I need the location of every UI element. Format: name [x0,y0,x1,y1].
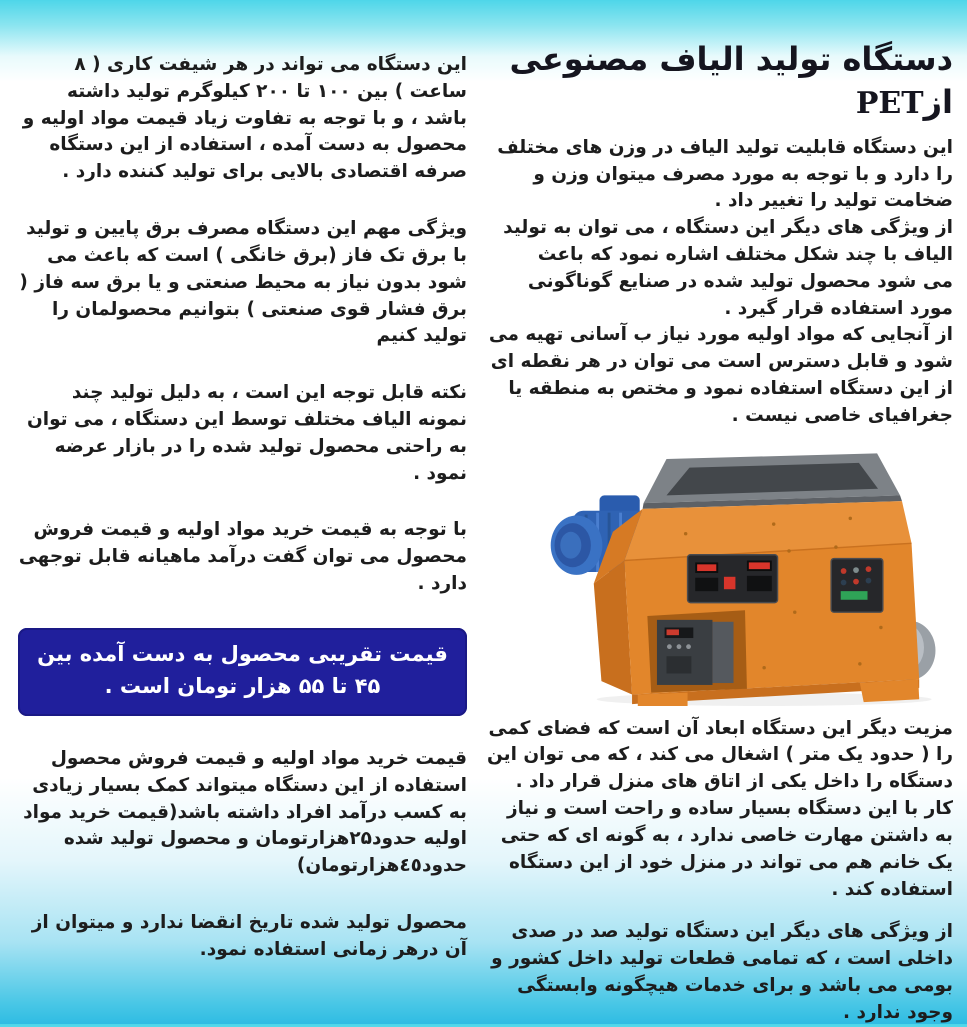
machine-illustration [537,438,953,706]
control-panel-vfd [831,558,883,612]
left-column [18,10,467,1024]
fiber-variety-paragraph: نکته قابل توجه این است ، به دلیل تولید چند نمونه الیاف مختلف توسط این دستگاه ، می توان به راحتی محصول تولید شده را در بازار عرضه نمود . [26,382,467,484]
intro-paragraph-4: از آنجایی که مواد اولیه مورد نیاز ب آسانی تهیه می شود و قابل دسترس است می توان در هر نقطه ای از این دستگاه استفاده نمود و مختص به منطقه یا جغرافیای خاصی نیست . [488,324,953,426]
machine-photo [537,438,953,706]
domestic-production-paragraph: از ویژگی های دیگر این دستگاه تولید صد در صدی داخلی است ، که تمامی قطعات تولید داخل کشور و بومی می باشد و برای خدمات هیچگونه وابستگی وجود ندارد . [491,921,953,1023]
page-title [485,38,953,125]
page-title-pet: PET [855,86,924,122]
price-highlight-text: قیمت تقریبی محصول به دست آمده بین ۴۵ تا ۵۵ هزار تومان است . [37,641,448,699]
right-foot [860,679,919,702]
intro-paragraphs [485,135,953,430]
left-foot [638,692,688,705]
inverter-box [647,610,747,692]
page-title-fa: دستگاه تولید الیاف مصنوعی از [509,40,953,122]
advantage-paragraph: مزیت دیگر این دستگاه ابعاد آن است که فضای کمی را ( حدود یک متر ) اشغال می کند ، که می توان این دستگاه را داخل یکی از اتاق های منزل قرار داد . کار با این دستگاه بسیار ساده و راحت است و نیاز به داشتن مهارت خاصی ندارد ، به گونه ای که حتی یک خانم هم می تواند در منزل خود از این دستگاه استفاده کند . [487,717,953,900]
monthly-income-paragraph: با توجه به قیمت خرید مواد اولیه و قیمت فروش محصول می توان گفت درآمد ماهیانه قابل توجهی دارد . [18,519,467,594]
intro-paragraph-3: می شود محصول تولید شده در صنایع گوناگونی مورد استفاده قرار گیرد . [527,270,953,319]
cost-breakdown-paragraph: قیمت خرید مواد اولیه و قیمت فروش محصول استفاده از این دستگاه میتواند کمک بسیار زیادی به کسب درآمد افراد داشته باشد(قیمت خرید مواد اولیه حدود۲۵هزارتومان و محصول تولید شده حدود٤٥هزارتومان) [23,747,467,877]
control-panel-displays [688,554,778,602]
intro-paragraph-2: از ویژگی های دیگر این دستگاه ، می توان به تولید الیاف با چند شکل مختلف اشاره نمود که باعث [503,217,953,265]
right-column [485,10,953,1024]
price-highlight-box [18,628,467,716]
shift-capacity-paragraph: این دستگاه می تواند در هر شیفت کاری ( ۸ ساعت ) بین ۱۰۰ تا ۲۰۰ کیلوگرم تولید داشته باشد ، و با توجه به تفاوت زیاد قیمت مواد اولیه و محصول به دست آمده ، استفاده از این دستگاه صرفه اقتصادی بالایی برای تولید کننده دارد . [22,54,467,183]
no-expiry-paragraph: محصول تولید شده تاریخ انقضا ندارد و میتوان از آن درهر زمانی استفاده نمود. [31,911,467,960]
power-consumption-paragraph: ویژگی مهم این دستگاه مصرف برق پایین و تولید با برق تک فاز (برق خانگی ) است که باعث می شود بدون نیاز به محیط صنعتی و یا برق سه فاز ( برق فشار قوی صنعتی ) بتوانیم محصولمان را تولید کنیم [19,218,467,347]
intro-paragraph-1: این دستگاه قابلیت تولید الیاف در وزن های مختلف را دارد و با توجه به مورد مصرف میتوان وزن و ضخامت تولید را تغییر داد . [497,136,953,212]
